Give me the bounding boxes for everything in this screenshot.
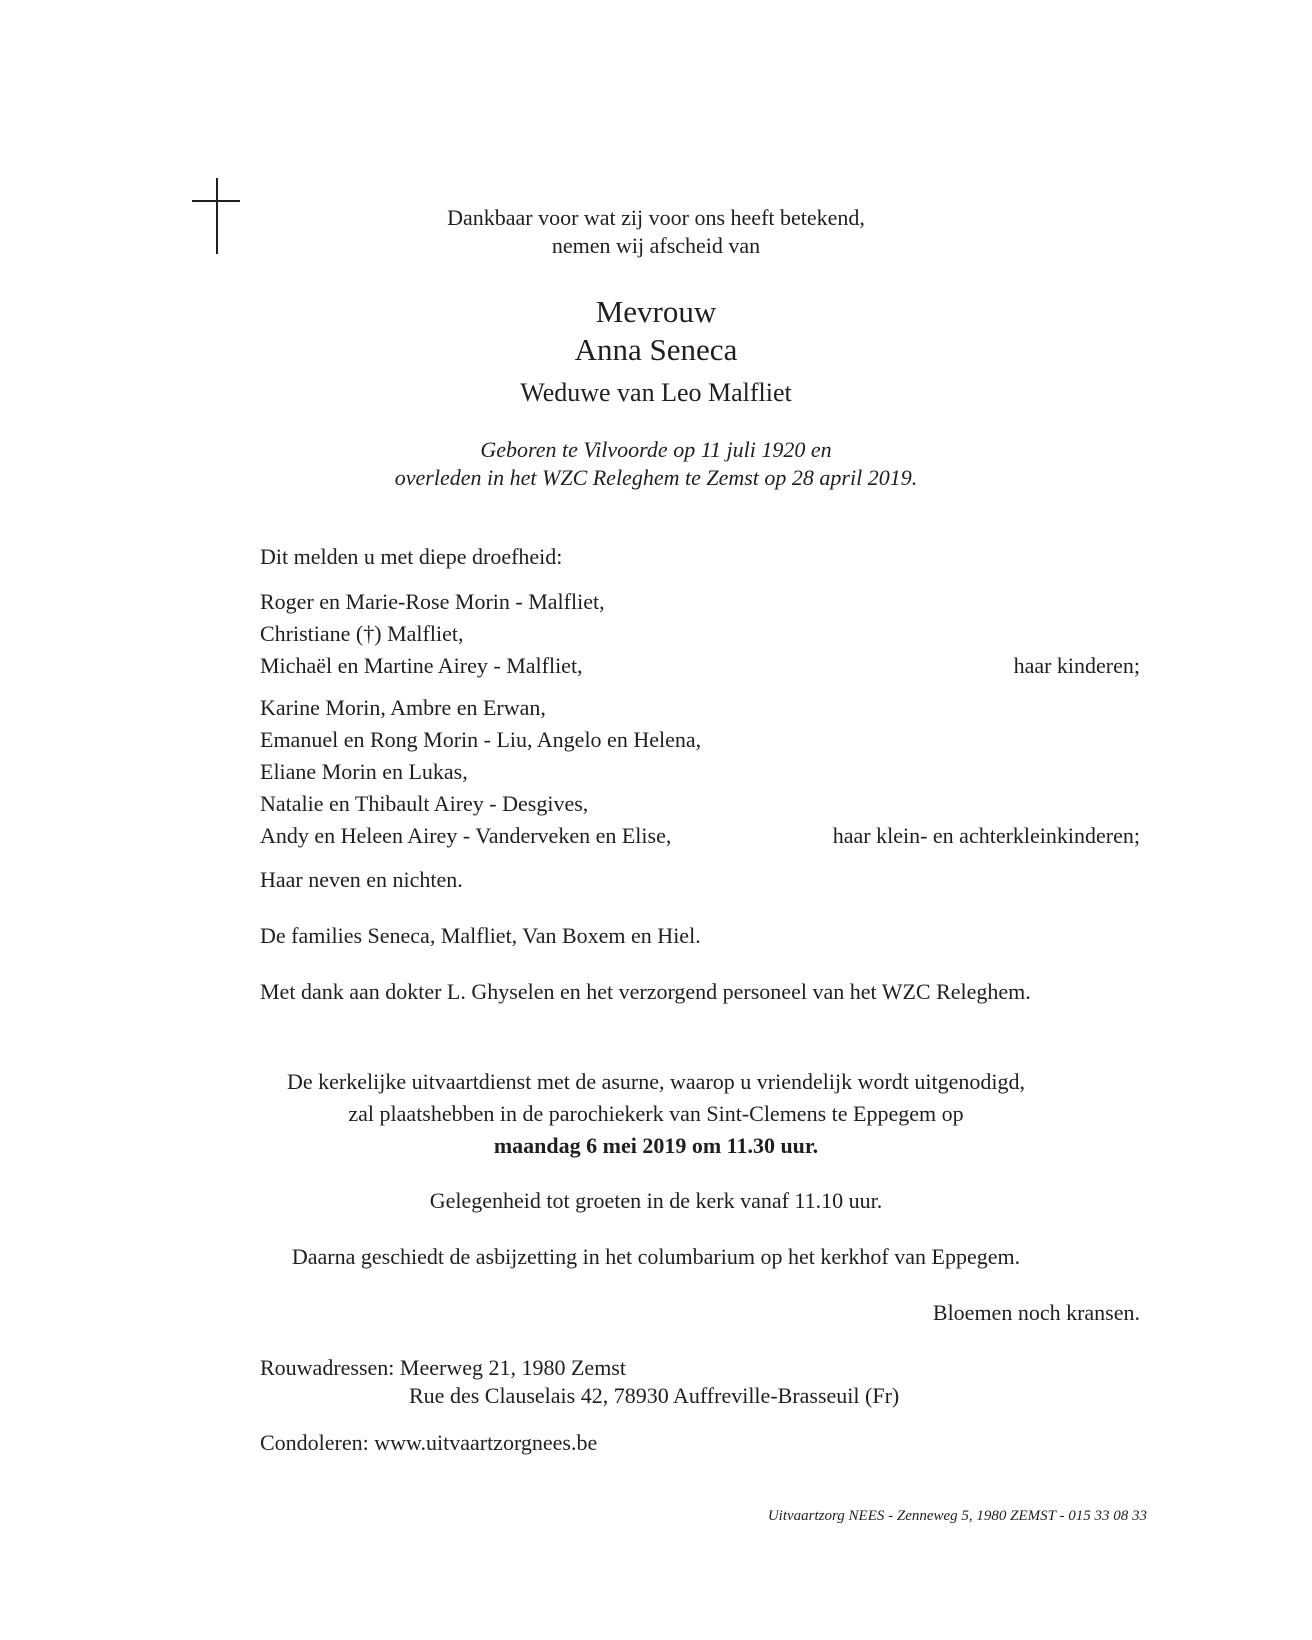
born-line: Geboren te Vilvoorde op 11 juli 1920 en — [480, 437, 832, 462]
condolences-link[interactable]: Condoleren: www.uitvaartzorgnees.be — [260, 1430, 598, 1455]
family-line: Michaël en Martine Airey - Malfliet, — [260, 653, 583, 678]
greeting-info: Gelegenheid tot groeten in de kerk vanaf 11.10 uur. — [429, 1188, 883, 1213]
cross-horizontal — [192, 200, 240, 202]
thanks-line: Met dank aan dokter L. Ghyselen en het verzorgend personeel van het WZC Releghem. — [260, 979, 1031, 1004]
children-group — [260, 586, 1140, 682]
children-label: haar kinderen; — [1013, 653, 1140, 678]
flowers-note: Bloemen noch kransen. — [932, 1300, 1140, 1325]
service-info — [0, 1066, 1312, 1162]
grandchildren-label: haar klein- en achterkleinkinderen; — [832, 823, 1140, 848]
service-line: zal plaatshebben in de parochiekerk van Sint-Clemens te Eppegem op — [348, 1101, 964, 1126]
grandchildren-group — [260, 692, 1140, 852]
family-line: Eliane Morin en Lukas, — [260, 759, 468, 784]
family-line: Christiane (†) Malfliet, — [260, 621, 464, 646]
family-line: Emanuel en Rong Morin - Liu, Angelo en Helena, — [260, 727, 702, 752]
born-line: overleden in het WZC Releghem te Zemst op 28 april 2019. — [394, 465, 918, 490]
intro-line: Dankbaar voor wat zij voor ons heeft betekend, — [447, 205, 865, 230]
service-date: maandag 6 mei 2019 om 11.30 uur. — [493, 1133, 819, 1158]
families-line: De families Seneca, Malfliet, Van Boxem en Hiel. — [260, 923, 701, 948]
family-line: Natalie en Thibault Airey - Desgives, — [260, 791, 589, 816]
family-line: Roger en Marie-Rose Morin - Malfliet, — [260, 589, 605, 614]
deceased-title: Mevrouw — [595, 294, 717, 329]
deceased-name: Anna Seneca — [574, 332, 738, 367]
family-line-row — [260, 820, 1140, 852]
family-line: Andy en Heleen Airey - Vanderveken en Elise, — [260, 823, 672, 848]
funeral-home-footer: Uitvaartzorg NEES - Zenneweg 5, 1980 ZEMST - 015 33 08 33 — [767, 1508, 1147, 1524]
widow-line: Weduwe van Leo Malfliet — [520, 378, 792, 407]
mourning-addresses — [260, 1354, 900, 1408]
family-line: Karine Morin, Ambre en Erwan, — [260, 695, 546, 720]
family-line-row — [260, 650, 1140, 682]
intro-line: nemen wij afscheid van — [551, 233, 761, 258]
burial-info: Daarna geschiedt de asbijzetting in het columbarium op het kerkhof van Eppegem. — [291, 1244, 1021, 1269]
nephews-nieces: Haar neven en nichten. — [260, 867, 463, 892]
intro-text — [0, 204, 1312, 260]
announcement: Dit melden u met diepe droefheid: — [260, 544, 563, 569]
birth-death-info — [0, 436, 1312, 492]
address-line: Rouwadressen: Meerweg 21, 1980 Zemst — [260, 1355, 626, 1380]
address-line: Rue des Clauselais 42, 78930 Auffreville-Brasseuil (Fr) — [409, 1383, 900, 1408]
service-line: De kerkelijke uitvaartdienst met de asurne, waarop u vriendelijk wordt uitgenodigd, — [287, 1069, 1025, 1094]
